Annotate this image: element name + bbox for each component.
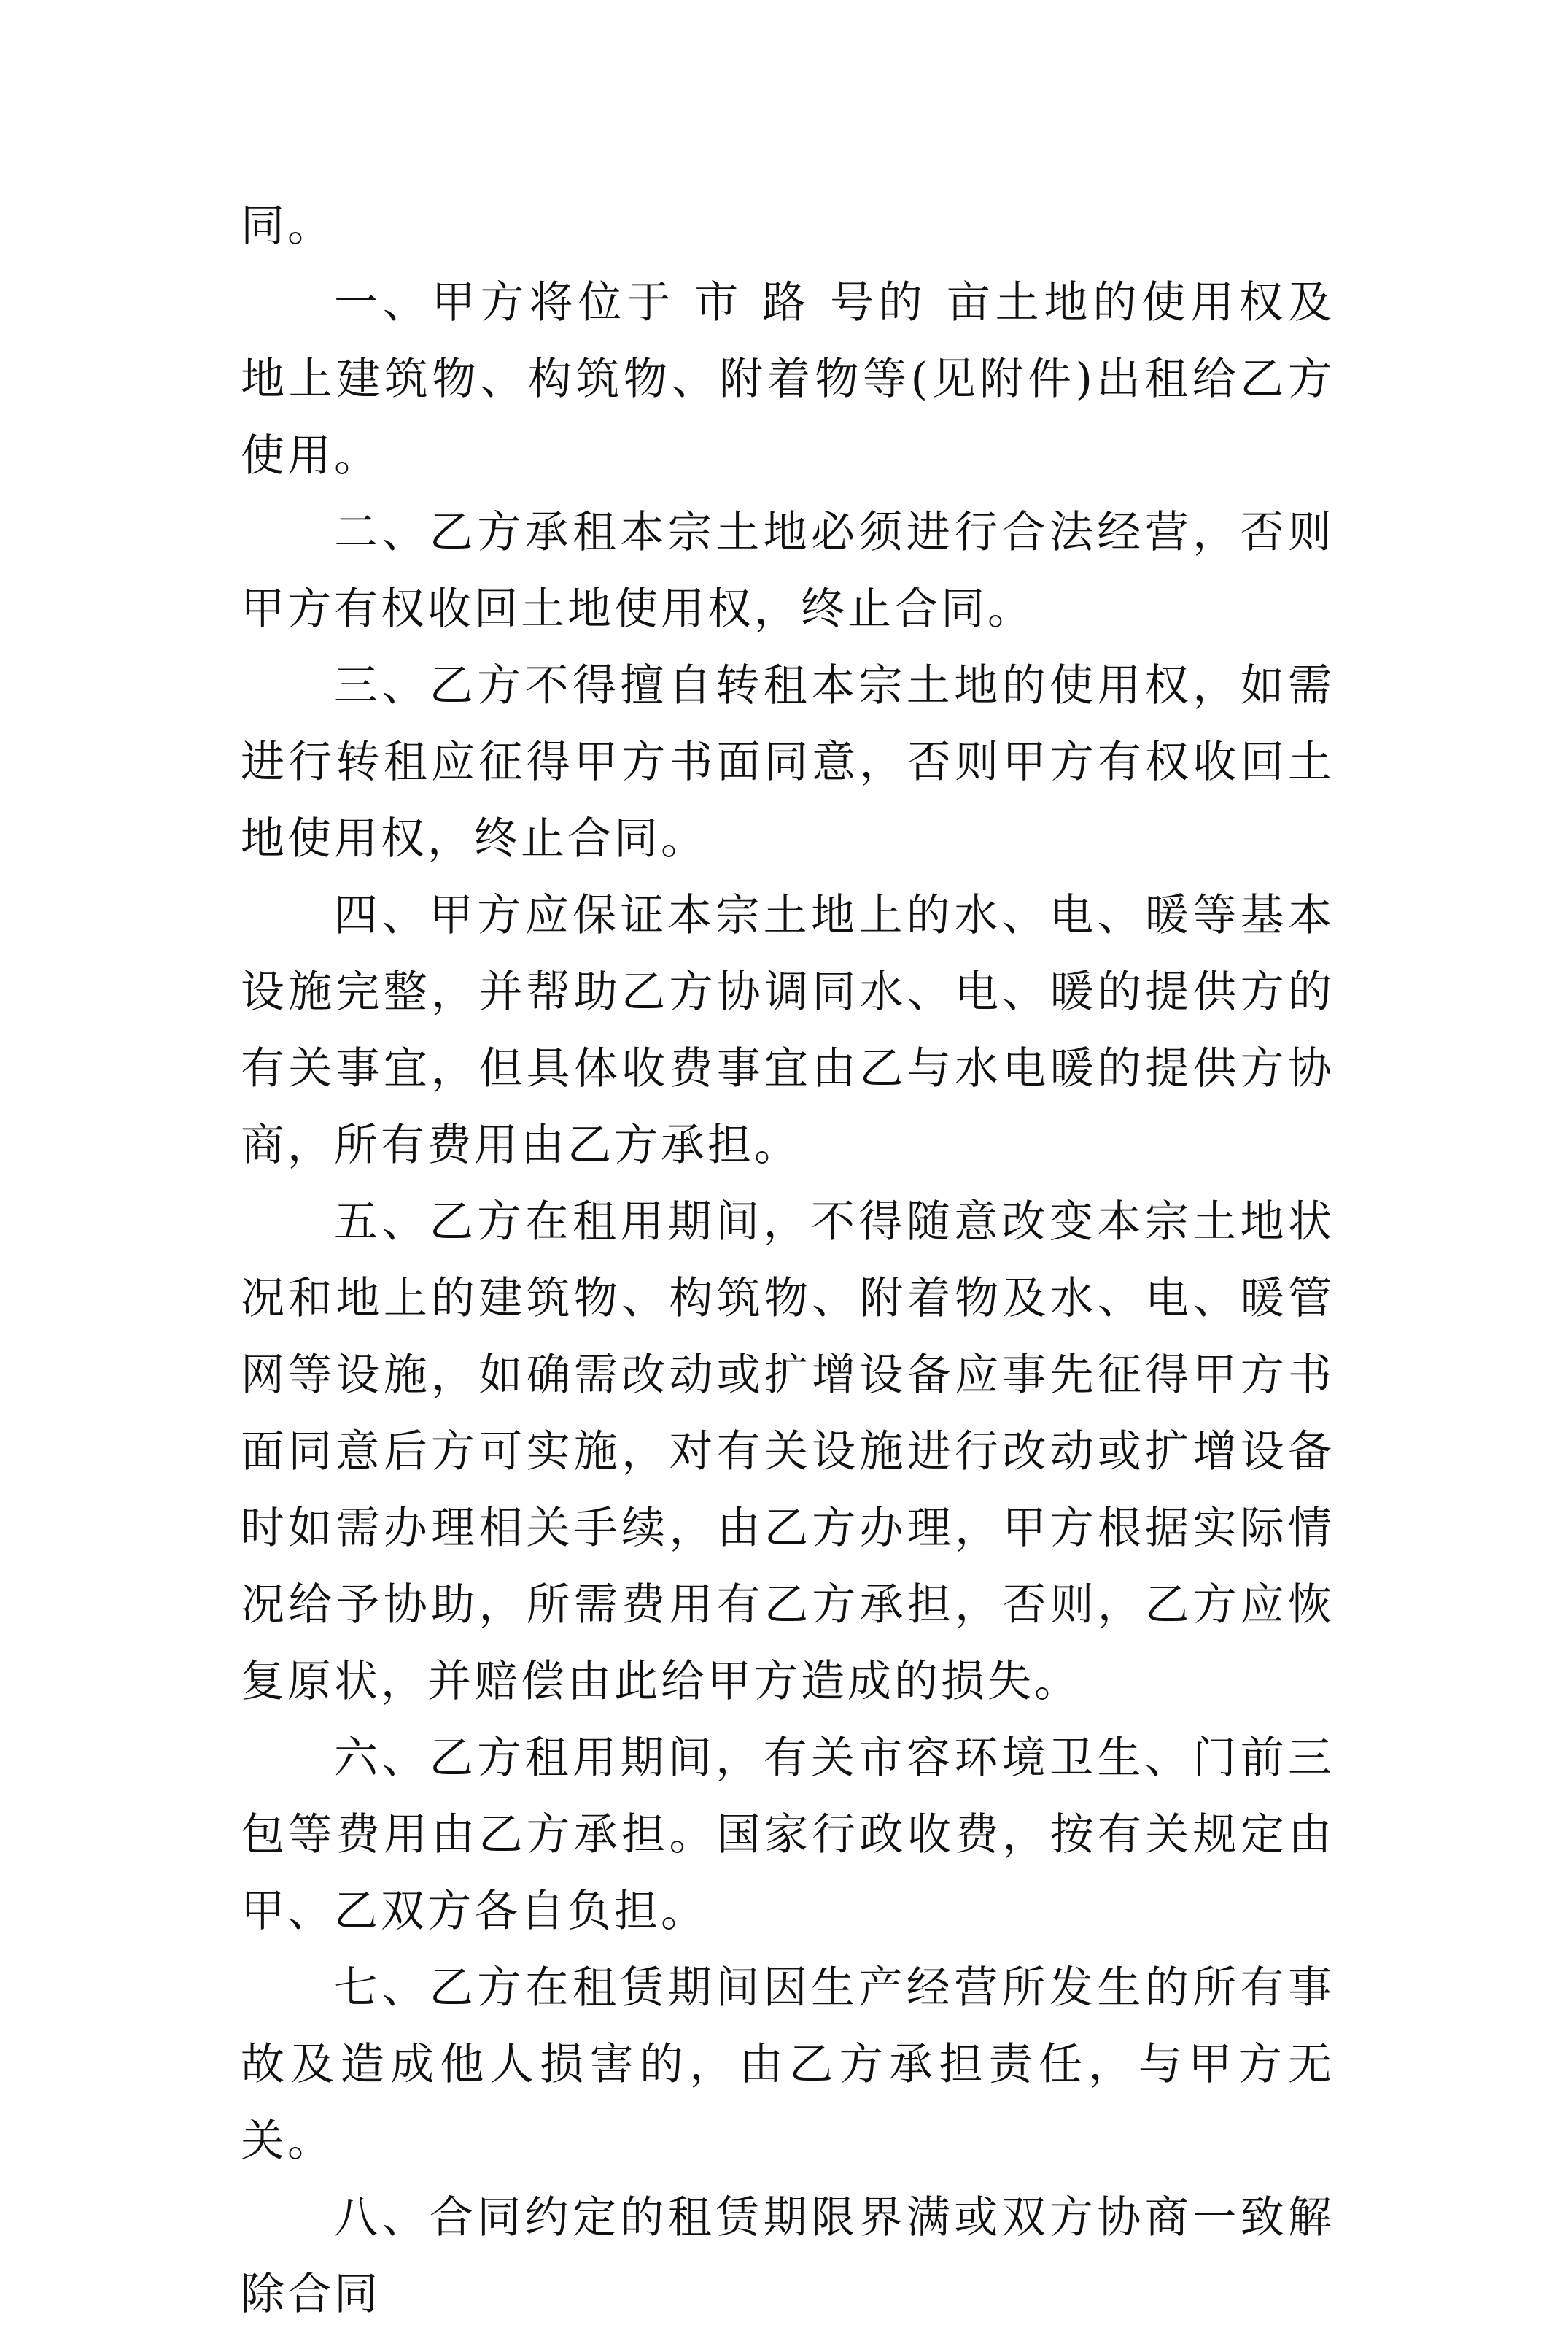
paragraph-clause-6: 六、乙方租用期间，有关市容环境卫生、门前三包等费用由乙方承担。国家行政收费，按有关规定由甲、乙双方各自负担。 — [241, 1733, 1335, 1937]
paragraph-continuation: 同。 — [241, 201, 334, 252]
paragraph-clause-1: 一、甲方将位于 市 路 号的 亩土地的使用权及地上建筑物、构筑物、附着物等(见附件)出租给乙方使用。 — [241, 277, 1335, 481]
paragraph-clause-7: 七、乙方在租赁期间因生产经营所发生的所有事故及造成他人损害的，由乙方承担责任，与甲方无关。 — [241, 1962, 1335, 2167]
paragraph-clause-3: 三、乙方不得擅自转租本宗土地的使用权，如需进行转租应征得甲方书面同意，否则甲方有权收回土地使用权，终止合同。 — [241, 660, 1335, 864]
contract-body — [241, 188, 1335, 2333]
paragraph-clause-8: 八、合同约定的租赁期限界满或双方协商一致解除合同 — [241, 2192, 1335, 2320]
paragraph-clause-2: 二、乙方承租本宗土地必须进行合法经营，否则甲方有权收回土地使用权，终止合同。 — [241, 507, 1335, 635]
paragraph-clause-4: 四、甲方应保证本宗土地上的水、电、暖等基本设施完整，并帮助乙方协调同水、电、暖的提供方的有关事宜，但具体收费事宜由乙与水电暖的提供方协商，所有费用由乙方承担。 — [241, 890, 1335, 1171]
paragraph-clause-5: 五、乙方在租用期间，不得随意改变本宗土地状况和地上的建筑物、构筑物、附着物及水、电、暖管网等设施，如确需改动或扩增设备应事先征得甲方书面同意后方可实施，对有关设施进行改动或扩增设备时如需办理相关手续，由乙方办理，甲方根据实际情况给予协助，所需费用有乙方承担，否则，乙方应恢复原状，并赔偿由此给甲方造成的损失。 — [241, 1196, 1335, 1707]
